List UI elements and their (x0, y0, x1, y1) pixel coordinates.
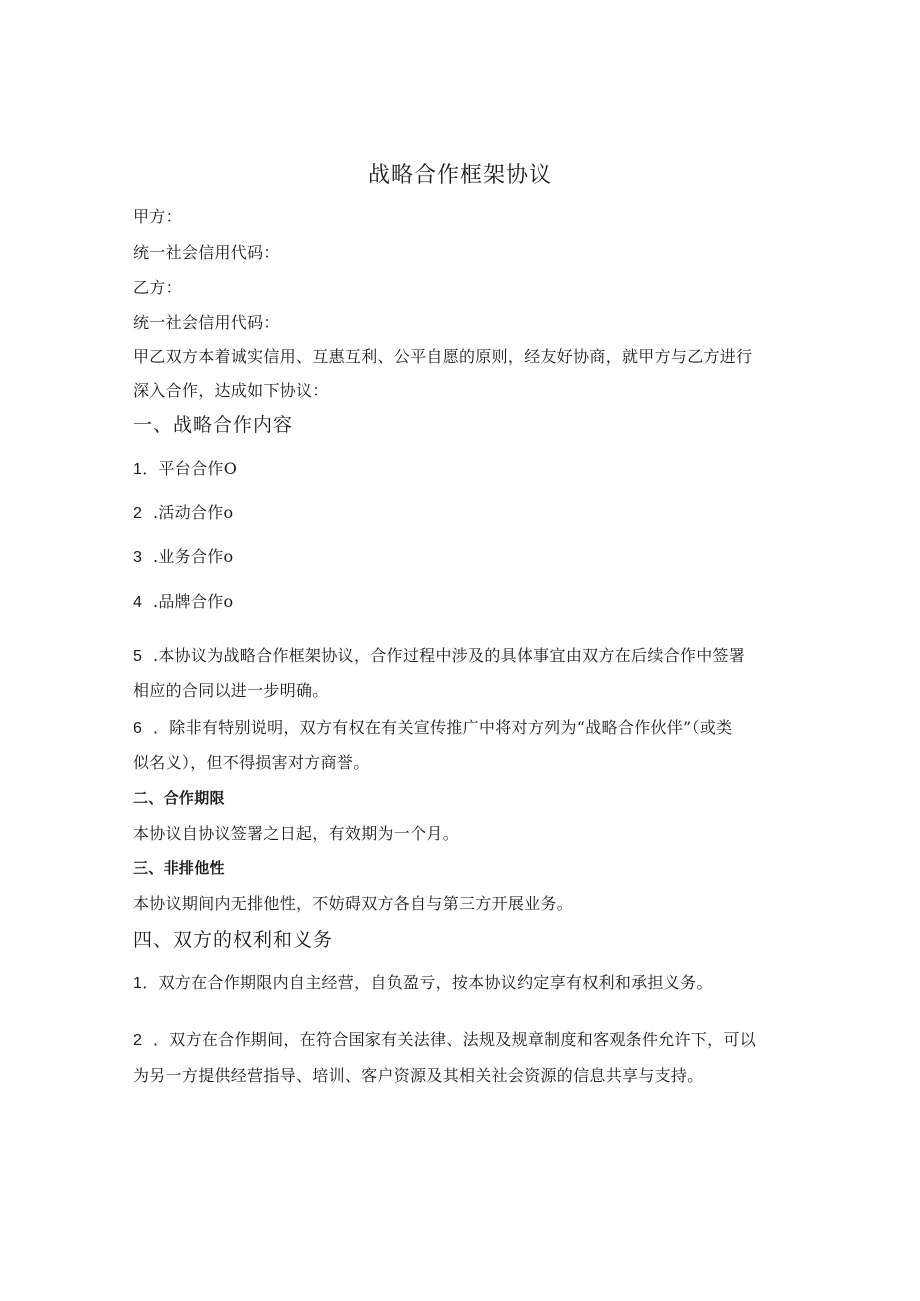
section4-item2-line1 (133, 1027, 756, 1050)
section1-heading: 一、战略合作内容 (133, 414, 294, 436)
section4-item1 (133, 970, 713, 993)
item-text: ．双方在合作期间，在符合国家有关法律、法规及规章制度和客观条件允许下，可以 (142, 1030, 757, 1049)
party-b-code-label: 统一社会信用代码： (133, 313, 280, 332)
party-a-code-label: 统一社会信用代码： (133, 243, 280, 262)
item-text: .品牌合作o (142, 592, 234, 611)
list-item (133, 544, 234, 567)
item-text: ．双方在合作期限内自主经营，自负盈亏，按本协议约定享有权利和承担义务。 (142, 973, 713, 992)
intro-paragraph-line2: 深入合作，达成如下协议： (133, 381, 329, 400)
list-item-5-line1 (133, 643, 745, 666)
section2-heading: 二、合作期限 (133, 789, 225, 807)
item-number: 3 (133, 549, 143, 566)
item-text: ．除非有特别说明，双方有权在有关宣传推广中将对方列为“战略合作伙伴”（或类 (142, 718, 733, 737)
party-b-label: 乙方： (133, 278, 182, 297)
item-text: .业务合作o (142, 547, 234, 566)
item-text: ．平台合作O (142, 459, 238, 478)
item-text: .本协议为战略合作框架协议，合作过程中涉及的具体事宜由双方在后续合作中签署 (142, 646, 746, 665)
party-a-label: 甲方： (133, 207, 182, 226)
item-number: 2 (133, 1032, 143, 1049)
section3-heading: 三、非排他性 (133, 859, 225, 877)
item-number: 5 (133, 648, 143, 665)
section4-item2-line2: 为另一方提供经营指导、培训、客户资源及其相关社会资源的信息共享与支持。 (133, 1066, 704, 1085)
list-item-6-line2: 似名义），但不得损害对方商誉。 (133, 753, 370, 772)
list-item-6-line1 (133, 715, 732, 738)
document-title: 战略合作框架协议 (367, 163, 552, 188)
intro-paragraph-line1: 甲乙双方本着诚实信用、互惠互利、公平自愿的原则，经友好协商，就甲方与乙方进行 (133, 347, 753, 366)
item-number: 6 (133, 720, 143, 737)
item-number: 1 (133, 975, 143, 992)
item-number: 1 (133, 461, 143, 478)
list-item (133, 589, 234, 612)
list-item (133, 500, 234, 523)
list-item-5-line2: 相应的合同以进一步明确。 (133, 681, 329, 700)
item-number: 4 (133, 594, 143, 611)
item-text: .活动合作o (142, 503, 234, 522)
section3-body: 本协议期间内无排他性，不妨碍双方各自与第三方开展业务。 (133, 894, 574, 913)
list-item (133, 456, 237, 479)
section2-body: 本协议自协议签署之日起，有效期为一个月。 (133, 824, 460, 843)
item-number: 2 (133, 505, 143, 522)
section4-heading: 四、双方的权利和义务 (133, 929, 334, 951)
